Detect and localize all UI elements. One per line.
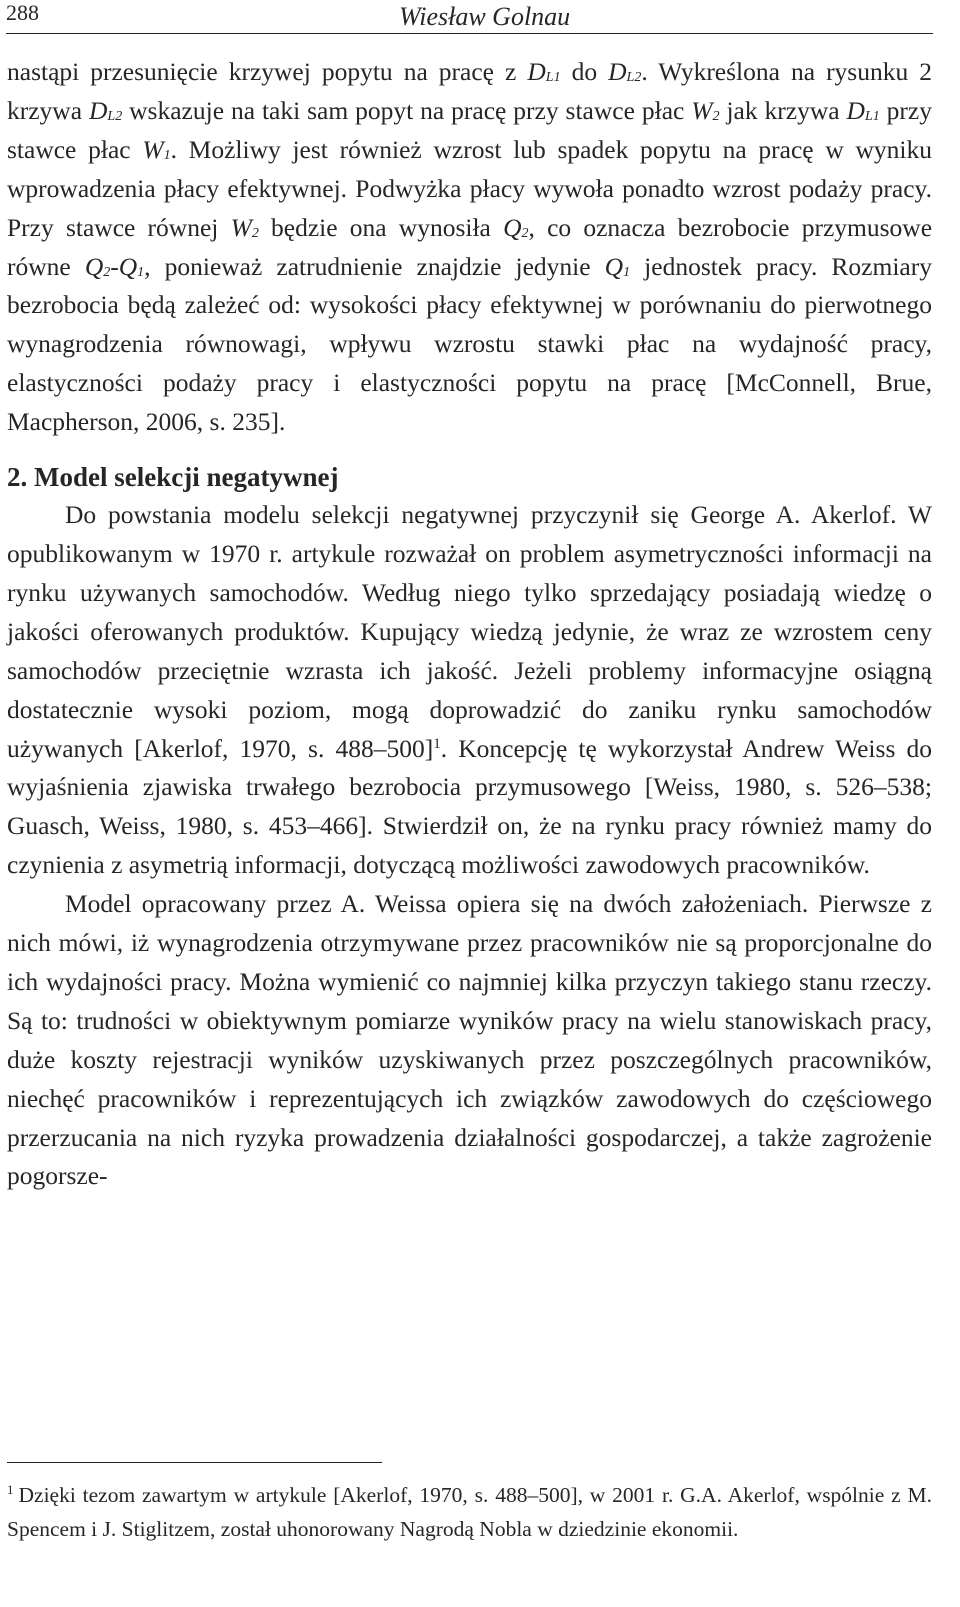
running-head: Wiesław Golnau	[399, 2, 571, 31]
footnote	[7, 1478, 932, 1546]
footnote-separator	[7, 1462, 382, 1463]
section-heading: 2. Model selekcji negatywnej	[7, 462, 339, 493]
symbol-w2: $W_2$	[691, 95, 720, 125]
paragraph-akerlof: Do powstania modelu selekcji negatywnej przyczynił się George A. Akerlof. W opublikowanym w 1970 r. artykule rozważał on problem asymetryczności informacji na rynku używanych samochodów. Według niego tylko sprzedający posiadają wiedzę o jakości oferowanych produktów. Kupujący wiedzą jedynie, że wraz ze wzrostem ceny samochodów przeciętnie wzrasta ich jakość. Jeżeli problemy informacyjne osiągną dostatecznie wysoki poziom, mogą doprowadzić do zaniku rynku samochodów używanych [Akerlof, 1970, s. 488–500]$^1$. Koncepcję tę wykorzystał Andrew Weiss do wyjaśnienia zjawiska trwałego bezrobocia przymusowego [Weiss, 1980, s. 526–538; Guasch, Weiss, 1980, s. 453–466]. Stwierdził on, że na rynku pracy również mamy do czynienia z asymetrią informacji, dotyczącą możliwości zawodowych pracowników.	[7, 500, 932, 880]
page-header	[6, 0, 933, 34]
body-text	[7, 53, 932, 1196]
symbol-q2: $Q_2$	[84, 251, 111, 281]
paragraph-weiss-model: Model opracowany przez A. Weissa opiera się na dwóch założeniach. Pierwsze z nich mówi, iż wynagrodzenia otrzymywane przez pracowników nie są proporcjonalne do ich wydajności pracy. Można wymienić co najmniej kilka przyczyn takiego stanu rzeczy. Są to: trudności w obiektywnym pomiarze wyników pracy na wielu stanowiskach pracy, duże koszty rejestracji wyników uzyskiwanych przez poszczególnych pracowników, niechęć pracowników i reprezentujących ich związków zawodowych do częściowego przerzucania na nich ryzyka prowadzenia działalności gospodarczej, a także zagrożenie pogorsze-	[7, 889, 932, 1191]
symbol-w1: $W_1$	[142, 134, 171, 164]
symbol-dl2: $D_{L2}$	[88, 95, 123, 125]
symbol-w2: $W_2$	[230, 212, 259, 242]
symbol-q2: $Q_2$	[503, 212, 529, 242]
footnote-text: Dzięki tezom zawartym w artykule [Akerlof, 1970, s. 488–500], w 2001 r. G.A. Akerlof, wspólnie z M. Spencem i J. Stiglitzem, został uhonorowany Nagrodą Nobla w dziedzinie ekonomii.	[7, 1483, 932, 1541]
paragraph-labor-demand: nastąpi przesunięcie krzywej popytu na pracę z $D_{L1}$ do $D_{L2}$. Wykreślona na rysunku 2 krzywa $D_{L2}$ wskazuje na taki sam popyt na pracę przy stawce płac $W_2$ jak krzywa $D_{L1}$ przy stawce płac $W_1$. Możliwy jest również wzrost lub spadek popytu na pracę w wyniku wprowadzenia płacy efektywnej. Podwyżka płacy wywoła ponadto wzrost podaży pracy. Przy stawce równej $W_2$ będzie ona wynosiła $Q_2$, co oznacza bezrobocie przymusowe równe $Q_2-Q_1$, ponieważ zatrudnienie znajdzie jedynie $Q_1$ jednostek pracy. Rozmiary bezrobocia będą zależeć od: wysokości płacy efektywnej w porównaniu do pierwotnego wynagrodzenia równowagi, wpływu wzrostu stawki płac na wydajność pracy, elastyczności podaży pracy i elastyczności popytu na pracę [McConnell, Brue, Macpherson, 2006, s. 235].	[7, 57, 933, 437]
symbol-dl1: $D_{L1}$	[527, 57, 561, 86]
page-number: 288	[6, 0, 39, 25]
footnote-reference[interactable]: 1	[433, 735, 441, 752]
footnote-mark: 1	[7, 1482, 14, 1497]
symbol-q1: $Q_1$	[604, 251, 631, 281]
symbol-dl1: $D_{L1}$	[846, 95, 880, 125]
symbol-dl2: $D_{L2}$	[608, 57, 642, 86]
symbol-q1: $Q_1$	[118, 251, 145, 281]
